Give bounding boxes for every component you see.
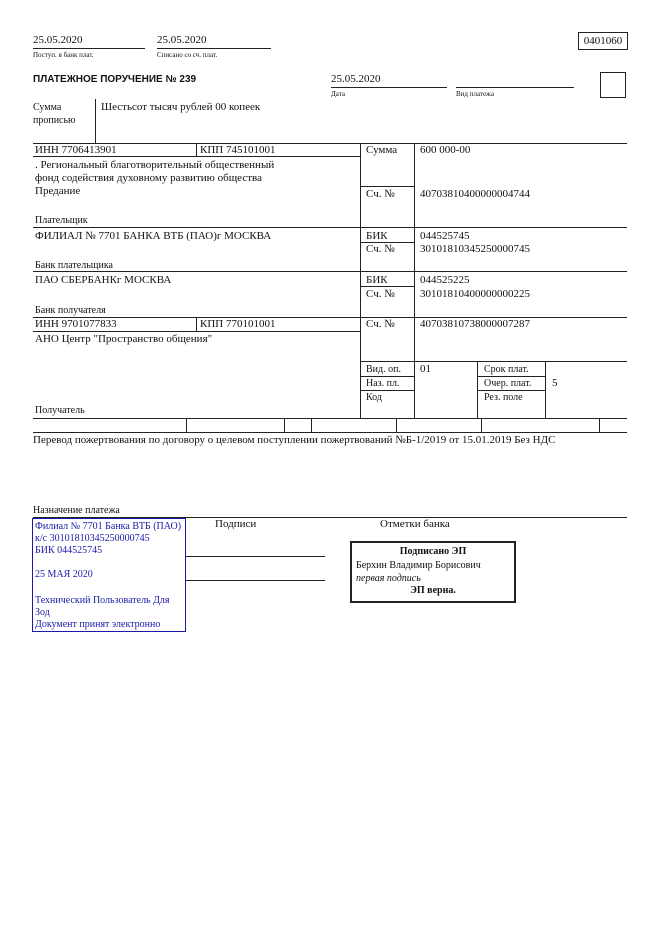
payer-account-label: Сч. № [366, 188, 395, 200]
order-date: 25.05.2020 [331, 73, 381, 85]
grid-vline [414, 143, 415, 418]
grid-line [33, 418, 627, 419]
form-code-box: 0401060 [578, 32, 628, 50]
received-date-line [33, 48, 145, 49]
grid-vline [186, 418, 187, 432]
payer-bank-bik: 044525745 [420, 230, 470, 242]
recipient-account: 40703810738000007287 [420, 318, 530, 330]
grid-line [33, 156, 360, 157]
payer-bank-label: Банк плательщика [35, 260, 113, 271]
recipient-bank-account: 30101810400000000225 [420, 288, 530, 300]
grid-vline [481, 418, 482, 432]
esign-title: Подписано ЭП [399, 546, 467, 557]
bank-stamp [32, 518, 186, 632]
recipient-bank-bik: 044525225 [420, 274, 470, 286]
payer-name: . Региональный благотворительный общественный фонд содействия духовному развитию общества Предание [35, 159, 275, 197]
grid-vline [477, 361, 478, 418]
signature-line-1 [186, 556, 325, 557]
recipient-name: АНО Центр "Пространство общения" [35, 333, 213, 345]
recipient-bank-account-label: Сч. № [366, 288, 395, 300]
grid-line [33, 271, 627, 272]
grid-line [360, 390, 414, 391]
grid-line [33, 432, 627, 433]
stamp-account-line: к/с 30101810345250000745 [35, 533, 150, 544]
esign-verified: ЭП верна. [410, 585, 456, 596]
grid-line [360, 286, 414, 287]
recipient-kpp: КПП 770101001 [200, 318, 276, 330]
grid-line [477, 390, 545, 391]
payer-bank-account-label: Сч. № [366, 243, 395, 255]
grid-vline [196, 317, 197, 331]
payer-bank-name: ФИЛИАЛ № 7701 БАНКА ВТБ (ПАО)г МОСКВА [35, 230, 272, 242]
payer-kpp: КПП 745101001 [200, 144, 276, 156]
grid-vline [284, 418, 285, 432]
op-type-label: Вид. оп. [366, 364, 401, 375]
payer-inn: ИНН 7706413901 [35, 144, 117, 156]
payment-type-label: Вид платежа [456, 90, 495, 98]
purpose-label: Назначение платежа [33, 505, 120, 516]
amount-words-label: Сумма прописью [33, 102, 76, 126]
recipient-bank-name: ПАО СБЕРБАНКг МОСКВА [35, 274, 172, 286]
grid-line [33, 331, 360, 332]
order-date-label: Дата [331, 90, 345, 98]
reserve-label: Рез. поле [484, 392, 523, 403]
grid-line [33, 227, 627, 228]
esign-box [350, 541, 516, 603]
payment-type-line [456, 87, 574, 88]
debited-date: 25.05.2020 [157, 34, 207, 46]
grid-line [33, 143, 627, 144]
grid-vline [311, 418, 312, 432]
recipient-bank-bik-label: БИК [366, 274, 388, 286]
purpose-code-label: Наз. пл. [366, 378, 400, 389]
grid-vline [396, 418, 397, 432]
payment-type-box [600, 72, 626, 98]
payer-bank-account: 30101810345250000745 [420, 243, 530, 255]
grid-line [33, 317, 627, 318]
stamp-bank-line: Филиал № 7701 Банка ВТБ (ПАО) [35, 521, 182, 532]
stamp-accepted-line: Документ принят электронно [35, 619, 161, 630]
grid-line [360, 376, 414, 377]
bank-marks-label: Отметки банка [380, 518, 450, 530]
grid-vline [360, 143, 361, 418]
amount-value: 600 000-00 [420, 144, 471, 156]
debited-date-line [157, 48, 271, 49]
purpose-text: Перевод пожертвования по договору о целевом поступлении пожертвований №Б-1/2019 от 15.01.2019 Без НДС [33, 434, 556, 446]
signature-line-2 [186, 580, 325, 581]
amount-label: Сумма [366, 144, 398, 156]
stamp-bik-line: БИК 044525745 [35, 545, 103, 556]
payer-account: 40703810400000004744 [420, 188, 530, 200]
payer-label: Плательщик [35, 215, 88, 226]
esign-signer: Берхин Владимир Борисович [356, 560, 481, 571]
priority-value: 5 [552, 377, 558, 389]
received-date-label: Поступ. в банк плат. [33, 51, 94, 59]
due-label: Срок плат. [484, 364, 529, 375]
stamp-user-line-2: Зод [35, 607, 50, 618]
stamp-date: 25 МАЯ 2020 [35, 569, 93, 580]
esign-note: первая подпись [356, 573, 421, 584]
stamp-user-line: Технический Пользователь Для [35, 595, 170, 606]
grid-line [360, 361, 627, 362]
signatures-label: Подписи [215, 518, 257, 530]
order-title: ПЛАТЕЖНОЕ ПОРУЧЕНИЕ № 239 [33, 74, 197, 85]
priority-label: Очер. плат. [484, 378, 532, 389]
payer-bank-bik-label: БИК [366, 230, 388, 242]
order-date-line [331, 87, 447, 88]
recipient-inn: ИНН 9701077833 [35, 318, 117, 330]
grid-line [360, 186, 414, 187]
recipient-bank-label: Банк получателя [35, 305, 106, 316]
op-type-value: 01 [420, 363, 431, 375]
amount-words-divider [95, 99, 96, 143]
recipient-label: Получатель [35, 405, 85, 416]
recipient-account-label: Сч. № [366, 318, 395, 330]
code-label: Код [366, 392, 382, 403]
debited-date-label: Списано со сч. плат. [157, 51, 218, 59]
grid-vline [196, 143, 197, 156]
received-date: 25.05.2020 [33, 34, 83, 46]
grid-line [477, 376, 545, 377]
grid-vline [545, 361, 546, 418]
grid-vline [599, 418, 600, 432]
amount-words-value: Шестьсот тысяч рублей 00 копеек [101, 101, 261, 113]
